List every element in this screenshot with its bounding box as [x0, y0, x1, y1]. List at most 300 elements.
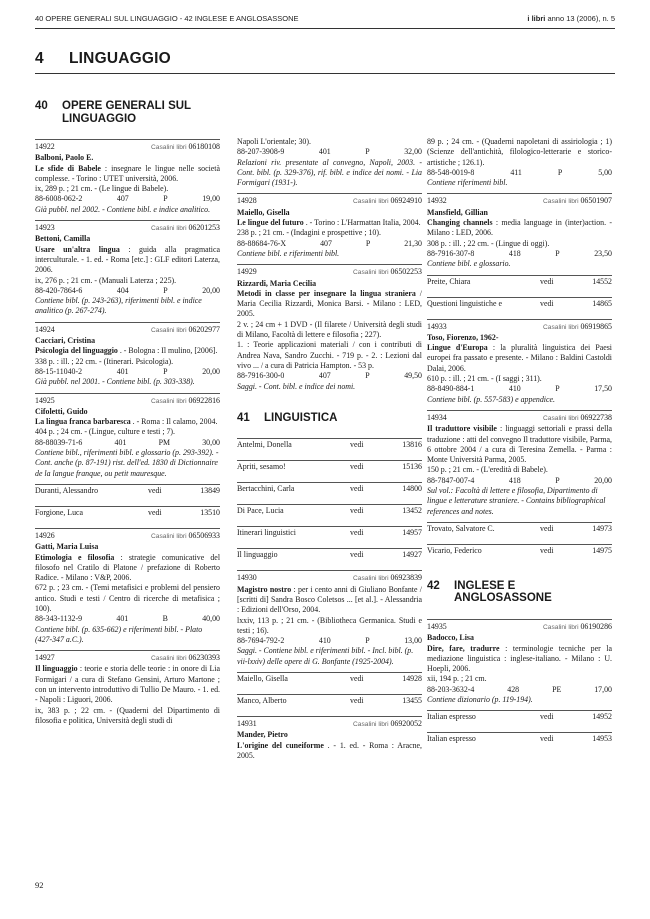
entry-isbn-line	[35, 194, 220, 204]
see-also-ref: 14952	[592, 712, 612, 722]
entry-isbn-line	[237, 239, 422, 249]
isbn: 88-6008-062-2	[35, 194, 83, 204]
see-also-name: Italian espresso	[427, 734, 476, 744]
see-also-ref: 13510	[200, 507, 220, 517]
entry-author: Cifoletti, Guido	[35, 406, 88, 416]
entry-physical: ix, 383 p. ; 22 cm. - (Quaderni del Dipartimento di filosofia e politica, Università degli studi di	[35, 705, 220, 725]
entry-description	[237, 218, 422, 228]
see-also-label: vedi	[540, 734, 554, 744]
entry-id-line	[35, 653, 220, 664]
see-also-ref: 14552	[592, 276, 612, 286]
entry-id-line	[35, 223, 220, 234]
entry-14933	[427, 319, 612, 405]
entry-description	[427, 644, 612, 675]
casalini-code: 06202977	[188, 324, 220, 334]
casalini-code: 06201253	[188, 223, 220, 233]
entry-14929	[237, 264, 422, 392]
price: 49,50	[404, 371, 422, 381]
casalini-code: 06924910	[390, 196, 422, 206]
entry-publication: : la pluralità linguistica dei Paesi europei fra passato e presente. - Milano : Baldini Castoldi Dalai, 2006.	[427, 343, 612, 373]
entry-14923	[35, 220, 220, 317]
price-code: 404	[116, 285, 129, 295]
entry-title: Lingue d'Europa	[427, 343, 488, 353]
entry-publication: : linguaggi settoriali e prassi della traduzione : atti del convegno Il traduttore visibile, Parma, 6 ottobre 2004 / a cura di Teresina Zemella. - Parma : Monte Università Parma, 2005.	[427, 424, 612, 465]
price: 17,50	[594, 384, 612, 394]
entry-description	[237, 289, 422, 320]
entry-isbn-line	[427, 384, 612, 394]
entry-14924	[35, 322, 220, 388]
casalini-ref	[353, 719, 422, 730]
entry-title: Il linguaggio	[35, 664, 78, 674]
binding-code: P	[555, 248, 560, 258]
entry-isbn-line	[237, 371, 422, 381]
page-number: 92	[35, 880, 44, 890]
entry-14927-continued	[237, 137, 422, 188]
price-code: 418	[508, 248, 521, 258]
casalini-label: Casalini libri	[353, 198, 389, 206]
column-3	[427, 137, 612, 754]
casalini-code: 06501907	[580, 196, 612, 206]
running-header	[35, 14, 615, 26]
see-also-name: Maiello, Gisella	[237, 674, 288, 683]
isbn: 88-343-1132-9	[35, 614, 83, 624]
casalini-code: 06923839	[390, 573, 422, 583]
see-also-name: Manco, Alberto	[237, 696, 287, 705]
section-title: OPERE GENERALI SUL LINGUAGGIO	[62, 100, 191, 125]
entry-description	[35, 164, 220, 185]
entry-isbn-line	[35, 367, 220, 377]
see-also-row	[427, 297, 612, 311]
entry-isbn-line	[427, 685, 612, 695]
price-code: 401	[114, 437, 127, 447]
casalini-label: Casalini libri	[151, 225, 187, 233]
see-also-list	[237, 672, 422, 708]
casalini-code: 06180108	[188, 142, 220, 151]
see-also-label: vedi	[350, 440, 364, 450]
isbn: 88-7847-007-4	[427, 475, 475, 485]
see-also-row	[237, 694, 422, 708]
see-also-name: Bertacchini, Carla	[237, 484, 295, 494]
see-also-row	[237, 460, 422, 474]
price-code: 407	[116, 194, 129, 204]
entry-id-line	[237, 719, 422, 730]
entry-14935	[427, 619, 612, 705]
see-also-row	[237, 482, 422, 496]
entry-note: Contiene bibl. (p. 635-662) e riferimenti bibl. - Plato (427-347 a.C.).	[35, 624, 203, 644]
entry-description	[35, 346, 220, 356]
entry-physical: 338 p. : ill. ; 22 cm. - (Itinerari. Psicologia).	[35, 356, 174, 366]
entry-note: Contiene bibl. e glossario.	[427, 259, 511, 269]
price-code: 401	[318, 147, 331, 157]
entry-id-line	[427, 322, 612, 333]
entry-14930	[237, 570, 422, 667]
see-also-ref: 14953	[592, 734, 612, 744]
casalini-label: Casalini libri	[543, 414, 579, 422]
binding-code: PM	[158, 437, 170, 447]
entry-14927	[35, 650, 220, 726]
entry-isbn-line	[237, 147, 422, 157]
entry-publication: . - 1. ed. - Roma : Aracne, 2005.	[237, 740, 423, 760]
entry-isbn-line	[35, 286, 220, 296]
entry-note: Saggi. - Contiene bibl. e riferimenti bibl. - Incl. bibl. (p. vii-lxxiv) delle opere di G. Bonfante (1925-2004).	[237, 646, 414, 666]
entry-description	[35, 417, 220, 427]
entry-number: 14928	[237, 196, 257, 206]
section-number: 40	[35, 100, 48, 112]
see-also-name: Il linguaggio	[237, 550, 278, 560]
see-also-ref: 15136	[402, 462, 422, 472]
entry-number: 14924	[35, 324, 55, 334]
entry-author: Bettoni, Camilla	[35, 234, 91, 244]
binding-code: P	[365, 147, 370, 157]
price: 17,00	[594, 684, 612, 694]
entry-note: Contiene dizionario (p. 119-194).	[427, 694, 533, 704]
entry-isbn-line	[237, 636, 422, 646]
casalini-label: Casalini libri	[151, 532, 187, 540]
entry-title: L'origine del cuneiforme	[237, 740, 324, 750]
entry-number: 14934	[427, 412, 447, 422]
entry-title: Il traduttore visibile	[427, 424, 497, 434]
price: 20,00	[202, 285, 220, 295]
entry-number: 14935	[427, 621, 447, 631]
entry-id-line	[237, 196, 422, 207]
entry-publication: . - Bologna : Il mulino, [2006].	[119, 346, 218, 356]
section-number: 42	[427, 579, 440, 592]
casalini-code: 06230393	[188, 653, 220, 663]
casalini-label: Casalini libri	[543, 623, 579, 631]
see-also-label: vedi	[540, 523, 554, 533]
entry-14928	[237, 193, 422, 259]
entry-description	[427, 424, 612, 465]
see-also-row	[427, 732, 612, 746]
see-also-ref: 14800	[402, 484, 422, 494]
entry-note: Contiene bibl. (p. 243-263), riferimenti bibl. e indice analitico (p. 267-274).	[35, 296, 202, 316]
entry-note: Relazioni riv. presentate al convegno, Napoli, 2003. - Cont. bibl. (p. 329-376), rif. bibl. e indice dei nomi. - Lia Formigari (1931-).	[237, 157, 422, 188]
entry-title: Le sfide di Babele	[35, 163, 101, 173]
entry-note: Già pubbl. nel 2002. - Contiene bibl. e indice analitico.	[35, 204, 211, 214]
casalini-code: 06502253	[390, 267, 422, 277]
price: 19,00	[202, 194, 220, 204]
entry-publication: : terminologie tecniche per la mediazione linguistica : inglese-italiano. - Milano : U. Hoepli, 2006.	[427, 643, 612, 674]
chapter-title: LINGUAGGIO	[69, 50, 171, 67]
entry-title: Metodi in classe per insegnare la lingua straniera	[237, 288, 416, 298]
price-code: 410	[508, 384, 521, 394]
section-heading-41	[237, 412, 422, 425]
entry-physical: xii, 194 p. ; 21 cm.	[427, 674, 487, 684]
entry-physical: ix, 276 p. ; 21 cm. - (Manuali Laterza ; 225).	[35, 275, 177, 285]
entry-id-line	[35, 531, 220, 542]
entry-note: Saggi. - Cont. bibl. e indice dei nomi.	[237, 381, 356, 391]
isbn: 88-8490-884-1	[427, 384, 475, 394]
casalini-label: Casalini libri	[151, 397, 187, 405]
entry-author: Maiello, Gisella	[237, 207, 290, 217]
see-also-list	[427, 275, 612, 311]
entry-physical: 2 v. ; 24 cm + 1 DVD - (Il filarete / Università degli studi di Milano, Facoltà di lettere e filosofia ; 227).	[237, 319, 422, 340]
see-also-ref: 14927	[402, 550, 422, 560]
casalini-code: 06190286	[580, 621, 612, 631]
see-also-row	[427, 544, 612, 558]
entry-14932	[427, 193, 612, 269]
section-heading-42	[427, 580, 612, 605]
casalini-ref	[151, 653, 220, 664]
journal-name: i libri	[527, 14, 546, 23]
casalini-ref	[543, 413, 612, 424]
entry-id-line	[427, 622, 612, 633]
entry-note: Contiene bibl. e riferimenti bibl.	[237, 248, 340, 258]
isbn: 88-7694-792-2	[237, 636, 285, 646]
entry-title: Changing channels	[427, 218, 493, 228]
section-heading-40	[35, 100, 220, 125]
see-also-ref: 14975	[592, 545, 612, 555]
entry-physical: 672 p. ; 23 cm. - (Temi metafisici e problemi del pensiero antico. Studi e testi / Centro di ricerche di metafisica ; 100).	[35, 583, 220, 613]
isbn: 88-203-3632-4	[427, 684, 475, 694]
casalini-code: 06919865	[580, 321, 612, 331]
entry-number: 14930	[237, 573, 257, 583]
entry-publication: . - Torino : L'Harmattan Italia, 2004.	[305, 218, 421, 228]
price: 40,00	[202, 614, 220, 624]
entry-14931-continued	[427, 137, 612, 188]
isbn: 88-207-3908-9	[237, 147, 285, 157]
entry-number: 14932	[427, 196, 447, 206]
see-also-ref: 14928	[402, 674, 422, 683]
binding-code: P	[365, 371, 370, 381]
entry-id-line	[35, 396, 220, 407]
binding-code: P	[555, 475, 560, 485]
casalini-ref	[151, 142, 220, 153]
casalini-ref	[151, 531, 220, 542]
entry-isbn-line	[427, 168, 612, 178]
entry-id-line	[237, 267, 422, 278]
see-also-list	[237, 438, 422, 562]
see-also-ref: 13816	[402, 440, 422, 450]
see-also-list	[427, 522, 612, 558]
see-also-ref: 13849	[200, 485, 220, 495]
entry-description	[35, 245, 220, 276]
price: 21,30	[404, 238, 422, 248]
see-also-name: Itinerari linguistici	[237, 528, 296, 538]
entry-publication: : strategie comunicative del filosofo nel Cratilo di Platone / prefazione di Roberto Radice. - Milano : V&P, 2006.	[35, 552, 221, 583]
casalini-label: Casalini libri	[543, 323, 579, 331]
see-also-label: vedi	[350, 674, 364, 683]
chapter-rule	[35, 73, 615, 74]
entry-author: Rizzardi, Maria Cecilia	[237, 278, 317, 288]
see-also-ref: 14973	[592, 523, 612, 533]
entry-14934	[427, 410, 612, 517]
see-also-name: Duranti, Alessandro	[35, 485, 99, 495]
see-also-list	[427, 710, 612, 746]
entry-number: 14933	[427, 321, 447, 331]
see-also-ref: 14957	[402, 528, 422, 538]
see-also-name: Apriti, sesamo!	[237, 462, 286, 472]
see-also-label: vedi	[540, 712, 554, 722]
isbn: 88-7916-300-0	[237, 371, 285, 381]
see-also-ref: 13452	[402, 506, 422, 516]
entry-14922	[35, 139, 220, 215]
casalini-ref	[353, 573, 422, 584]
column-2	[237, 137, 422, 766]
see-also-row	[35, 506, 220, 520]
casalini-label: Casalini libri	[151, 144, 187, 151]
isbn: 88-7916-307-8	[427, 248, 475, 258]
entry-note: Già pubbl. nel 2001. - Contiene bibl. (p. 303-338).	[35, 377, 195, 387]
see-also-row	[237, 672, 422, 686]
running-header-right	[527, 14, 615, 23]
entry-description	[237, 585, 422, 616]
price: 20,00	[594, 475, 612, 485]
see-also-label: vedi	[350, 484, 364, 494]
see-also-name: Forgione, Luca	[35, 507, 84, 517]
entry-title: Etimologia e filosofia	[35, 552, 115, 562]
see-also-label: vedi	[540, 276, 554, 286]
see-also-row	[35, 484, 220, 498]
entry-author: Mander, Pietro	[237, 730, 288, 740]
entry-author: Balboni, Paolo E.	[35, 153, 94, 163]
entry-author: Cacciari, Cristina	[35, 336, 96, 346]
entry-note: Contiene bibl. (p. 557-583) e appendice.	[427, 394, 555, 404]
see-also-name: Italian espresso	[427, 712, 476, 722]
entry-id-line	[35, 325, 220, 336]
entry-14925	[35, 393, 220, 479]
binding-code: PE	[552, 684, 562, 694]
entry-note: Sul vol.: Facoltà di lettere e filosofia, Dipartimento di lingue e letterature straniere. - Contains bibliographical references and notes.	[427, 486, 606, 516]
casalini-ref	[353, 196, 422, 207]
price: 20,00	[202, 366, 220, 376]
entry-note: Contiene bibl., riferimenti bibl. e glossario (p. 293-392). - Cont. anche (p. 87-191) rist. dell'ed. 1830 di Dictionnaire de la langue franque, ou petit mauresque.	[35, 448, 219, 478]
see-also-label: vedi	[350, 550, 364, 560]
entry-number: 14929	[237, 267, 257, 277]
casalini-ref	[151, 396, 220, 407]
entry-publication: : per i cento anni di Giuliano Bonfante / [scritti di] Sandra Bosco Coletsos ... [et al.]. - Alessandria : Edizioni dell'Orso, 2004.	[237, 584, 422, 615]
see-also-label: vedi	[148, 507, 162, 517]
entry-description	[427, 343, 612, 374]
casalini-label: Casalini libri	[151, 655, 187, 663]
casalini-ref	[543, 196, 612, 207]
entry-isbn-line	[427, 249, 612, 259]
entry-number: 14922	[35, 142, 55, 151]
entry-physical: 308 p. : ill. ; 22 cm. - (Lingue di oggi).	[427, 238, 550, 248]
entry-title: La lingua franca barbaresca	[35, 417, 131, 427]
entry-author: Toso, Fiorenzo, 1962-	[427, 332, 499, 342]
price: 13,00	[404, 636, 422, 646]
isbn: 88-88684-76-X	[237, 238, 287, 248]
price-code: 428	[507, 684, 520, 694]
see-also-label: vedi	[350, 462, 364, 472]
entry-publication: / Maria Cecilia Rizzardi, Monica Barsi. - Milano : LED, 2005.	[237, 288, 422, 319]
see-also-row	[427, 522, 612, 536]
price-code: 401	[116, 614, 129, 624]
casalini-ref	[151, 325, 220, 336]
entry-physical: 150 p. ; 21 cm. - (L'eredità di Babele).	[427, 465, 548, 475]
entry-title: Magistro nostro	[237, 584, 292, 594]
entry-publication: : insegnare le lingue nelle società complesse. - Torino : UTET università, 2006.	[35, 163, 220, 183]
price-code: 410	[318, 636, 331, 646]
entry-note: Contiene riferimenti bibl.	[427, 178, 508, 188]
see-also-label: vedi	[350, 696, 364, 705]
see-also-label: vedi	[350, 528, 364, 538]
entry-description	[237, 741, 422, 762]
chapter-number: 4	[35, 50, 44, 67]
entry-title: Psicologia del linguaggio	[35, 346, 118, 356]
entry-author: Badocco, Lisa	[427, 633, 474, 643]
entry-title: Dire, fare, tradurre	[427, 643, 500, 653]
section-number: 41	[237, 411, 250, 424]
entry-id-line	[237, 573, 422, 584]
price: 30,00	[202, 437, 220, 447]
section-title: LINGUISTICA	[264, 411, 338, 424]
entry-physical: 610 p. : ill. ; 21 cm. - (I saggi ; 311).	[427, 374, 542, 384]
see-also-label: vedi	[350, 506, 364, 516]
isbn: 88-15-11040-2	[35, 366, 83, 376]
binding-code: P	[163, 194, 168, 204]
binding-code: P	[365, 636, 370, 646]
see-also-label: vedi	[540, 545, 554, 555]
binding-code: P	[557, 167, 563, 177]
see-also-row	[237, 526, 422, 540]
isbn: 88-548-0019-8	[427, 167, 475, 177]
entry-id-line	[427, 196, 612, 207]
entry-publication: . - Roma : Il calamo, 2004.	[132, 417, 218, 427]
entry-id-line	[35, 142, 220, 153]
price: 5,00	[598, 167, 612, 177]
entry-isbn-line	[427, 476, 612, 486]
casalini-ref	[151, 223, 220, 234]
section-title: INGLESE E ANGLOSASSONE	[454, 579, 552, 605]
price: 32,00	[404, 147, 422, 157]
entry-publication: : guida alla pragmatica interculturale. - 1. ed. - Roma [etc.] : GLF editori Laterza, 2006.	[35, 244, 220, 275]
see-also-row	[427, 710, 612, 724]
casalini-ref	[543, 622, 612, 633]
casalini-code: 06506933	[188, 530, 220, 540]
see-also-ref: 13455	[402, 696, 422, 705]
entry-publication: : media language in (inter)action. - Milano : LED, 2006.	[427, 218, 612, 238]
running-header-left: 40 OPERE GENERALI SUL LINGUAGGIO - 42 INGLESE E ANGLOSASSONE	[35, 14, 299, 23]
see-also-name: Di Pace, Lucia	[237, 506, 284, 516]
binding-code: B	[162, 614, 168, 624]
entry-id-line	[427, 413, 612, 424]
binding-code: P	[365, 238, 371, 248]
price-code: 407	[318, 371, 331, 381]
isbn: 88-420-7864-6	[35, 285, 83, 295]
price: 23,50	[594, 248, 612, 258]
entry-physical: ix, 289 p. ; 21 cm. - (Le lingue di Babele).	[35, 184, 169, 194]
entry-number: 14923	[35, 223, 55, 233]
entry-number: 14931	[237, 719, 257, 728]
entry-physical: 238 p. ; 21 cm. - (Indagini e prospettive ; 10).	[237, 228, 381, 238]
entry-14926	[35, 528, 220, 645]
price-code: 401	[116, 366, 129, 376]
see-also-name: Preite, Chiara	[427, 276, 471, 286]
casalini-label: Casalini libri	[543, 198, 579, 206]
entry-isbn-line	[35, 614, 220, 624]
casalini-ref	[543, 322, 612, 333]
see-also-row	[237, 438, 422, 452]
isbn: 88-88039-71-6	[35, 437, 83, 447]
see-also-row	[237, 548, 422, 562]
entry-continued-text: Napoli L'orientale; 30).	[237, 137, 311, 146]
entry-continued-text: 89 p. ; 24 cm. - (Quaderni napoletani di assiriologia ; 1) (Scienze dell'antichità, filologico-letterarie e storico-artistiche ; 126.1).	[427, 137, 612, 167]
see-also-row	[237, 504, 422, 518]
entry-author: Gatti, Maria Luisa	[35, 542, 99, 552]
see-also-name: Antelmi, Donella	[237, 440, 292, 450]
casalini-label: Casalini libri	[353, 575, 389, 583]
see-also-list	[35, 484, 220, 520]
casalini-label: Casalini libri	[353, 721, 389, 728]
see-also-label: vedi	[148, 485, 162, 495]
entry-publication: : teorie e storia delle teorie : in onore di Lia Formigari / a cura di Stefano Gensini, Arturo Martone ; con un intervento introduttivo di Tullio De Mauro. - 1. ed. - Napoli : Liguori, 2006.	[35, 664, 220, 705]
see-also-name: Vicario, Federico	[427, 545, 482, 555]
entry-author: Mansfield, Gillian	[427, 207, 488, 217]
entry-number: 14926	[35, 530, 55, 540]
casalini-label: Casalini libri	[151, 326, 187, 334]
